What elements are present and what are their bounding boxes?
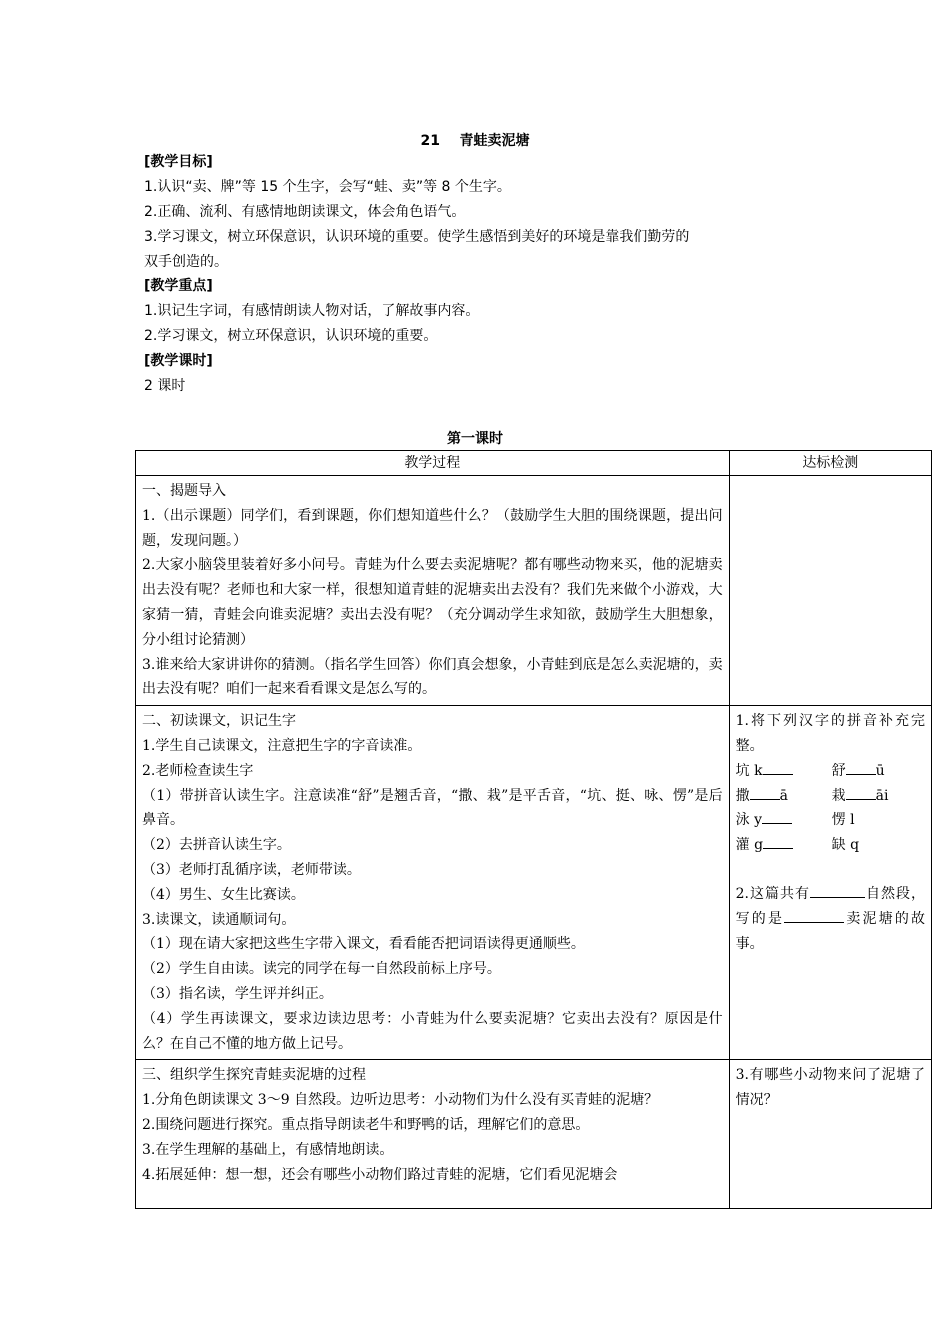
pinyin-tail: ā: [779, 787, 788, 804]
pinyin-tail: ū: [875, 762, 885, 779]
pinyin-char: 栽: [831, 787, 846, 804]
table-header-row: [136, 451, 932, 476]
pinyin-char: 愣 l: [831, 812, 855, 829]
goal-item-1: 1.认识“卖、牌”等 15 个生字，会写“蛙、卖”等 8 个生字。: [144, 179, 511, 195]
part2-line: 3.读课文，读通顺词句。: [142, 911, 296, 928]
pinyin-tail: āi: [875, 787, 889, 804]
check2-intro: 1.将下列汉字的拼音补充完整。: [735, 713, 925, 754]
pinyin-char: 撒: [735, 787, 750, 804]
part2-line: 1.学生自己读课文，注意把生字的字音读准。: [142, 737, 422, 754]
answer-blank[interactable]: [750, 787, 780, 800]
goal-item-3a: 3.学习课文，树立环保意识，认识环境的重要。使学生感悟到美好的环境是靠我们勤劳的: [144, 229, 690, 245]
table-row: [136, 476, 932, 706]
table-row: [136, 1060, 932, 1209]
part1-line: 2.大家小脑袋里装着好多小问号。青蛙为什么要去卖泥塘呢？都有哪些动物来买，他的泥塘卖出去没有呢？老师也和大家一样，很想知道青蛙的泥塘卖出去没有？我们先来做个小游戏，大家猜一猜，青蛙会向谁卖泥塘？卖出去没有呢？（充分调动学生求知欲，鼓励学生大胆想象，分小组讨论猜测）: [142, 557, 723, 648]
doc-number: 21: [420, 133, 440, 149]
q2-part-b: 自然段，写的是: [735, 885, 925, 927]
goal-header: [教学目标]: [144, 154, 213, 170]
hours-value: 2 课时: [144, 378, 186, 394]
part1-line: 1.（出示课题）同学们，看到课题，你们想知道些什么？（鼓励学生大胆的围绕课题，提出问题，发现问题。）: [142, 507, 723, 549]
part2-line: 2.老师检查读生字: [142, 762, 254, 779]
part3-line: 三、组织学生探究青蛙卖泥塘的过程: [142, 1067, 366, 1084]
table-row: [136, 706, 932, 1060]
part2-line: （1）带拼音认读生字。注意读准“舒”是翘舌音，“撒、栽”是平舌音，“坑、挺、咏、愣”是后鼻音。: [142, 787, 723, 829]
col-process-header: 教学过程: [136, 451, 730, 476]
part2-line: （3）老师打乱循序读，老师带读。: [142, 861, 361, 878]
doc-title-text: 青蛙卖泥塘: [459, 133, 530, 149]
pinyin-row: [736, 808, 925, 833]
pinyin-char: 灌 g: [735, 837, 764, 854]
part1-line: 一、揭题导入: [142, 483, 226, 499]
answer-blank[interactable]: [784, 910, 844, 923]
check1-cell: [729, 476, 931, 706]
lesson-subtitle: 第一课时: [447, 431, 503, 447]
part3-line: 3.在学生理解的基础上，有感情地朗读。: [142, 1141, 394, 1158]
part1-line: 3.谁来给大家讲讲你的猜测。（指名学生回答）你们真会想象，小青蛙到底是怎么卖泥塘的，卖出去没有呢？咱们一起来看看课文是怎么写的。: [142, 656, 723, 698]
part2-line: （2）学生自由读。读完的同学在每一自然段前标上序号。: [142, 961, 501, 978]
pinyin-char: 泳 y: [735, 812, 762, 829]
check3-cell: [729, 1060, 931, 1209]
check2-question: [736, 882, 925, 956]
key-item-1: 1.识记生字词，有感情朗读人物对话，了解故事内容。: [144, 303, 480, 319]
q2-part-a: 2.这篇共有: [735, 885, 810, 902]
key-header: [教学重点]: [144, 278, 213, 294]
part2-line: （1）现在请大家把这些生字带入课文，看看能否把词语读得更通顺些。: [142, 936, 585, 953]
lesson-table: [135, 450, 932, 1209]
part2-line: （4）男生、女生比赛读。: [142, 886, 305, 903]
key-item-2: 2.学习课文，树立环保意识，认识环境的重要。: [144, 328, 438, 344]
q2-part-c: 卖泥塘的故事。: [735, 910, 926, 952]
part3-line: 4.拓展延伸：想一想，还会有哪些小动物们路过青蛙的泥塘，它们看见泥塘会: [142, 1166, 618, 1183]
pinyin-row: [736, 784, 925, 809]
part2-line: （2）去拼音认读生字。: [142, 837, 291, 854]
answer-blank[interactable]: [762, 811, 792, 824]
part3-line: 1.分角色朗读课文 3～9 自然段。边听边思考：小动物们为什么没有买青蛙的泥塘？: [142, 1092, 659, 1109]
answer-blank[interactable]: [810, 885, 865, 898]
part3-line: 2.围绕问题进行探究。重点指导朗读老牛和野鸭的话，理解它们的意思。: [142, 1116, 590, 1133]
goal-item-2: 2.正确、流利、有感情地朗读课文，体会角色语气。: [144, 204, 466, 220]
hours-header: [教学课时]: [144, 353, 213, 369]
part1-cell: [136, 476, 730, 706]
answer-blank[interactable]: [763, 836, 793, 849]
answer-blank[interactable]: [846, 762, 876, 775]
goal-item-3b: 双手创造的。: [144, 254, 228, 270]
check3-question: 3.有哪些小动物来问了泥塘了情况？: [735, 1067, 925, 1109]
answer-blank[interactable]: [846, 787, 876, 800]
check2-cell: [729, 706, 931, 1060]
doc-title: [0, 130, 950, 150]
part2-line: （4）学生再读课文，要求边读边思考：小青蛙为什么要卖泥塘？它卖出去没有？原因是什么？在自己不懂的地方做上记号。: [142, 1010, 723, 1052]
pinyin-row: [736, 833, 925, 858]
pinyin-row: [736, 759, 925, 784]
part2-cell: [136, 706, 730, 1060]
part3-cell: [136, 1060, 730, 1209]
pinyin-char: 缺 q: [831, 837, 860, 854]
part2-line: （3）指名读，学生评并纠正。: [142, 985, 333, 1002]
col-check-header: 达标检测: [729, 451, 931, 476]
spacer: [736, 858, 925, 882]
answer-blank[interactable]: [763, 762, 793, 775]
pinyin-char: 舒: [831, 762, 846, 779]
part2-line: 二、初读课文，识记生字: [142, 713, 296, 730]
pinyin-char: 坑 k: [735, 762, 763, 779]
